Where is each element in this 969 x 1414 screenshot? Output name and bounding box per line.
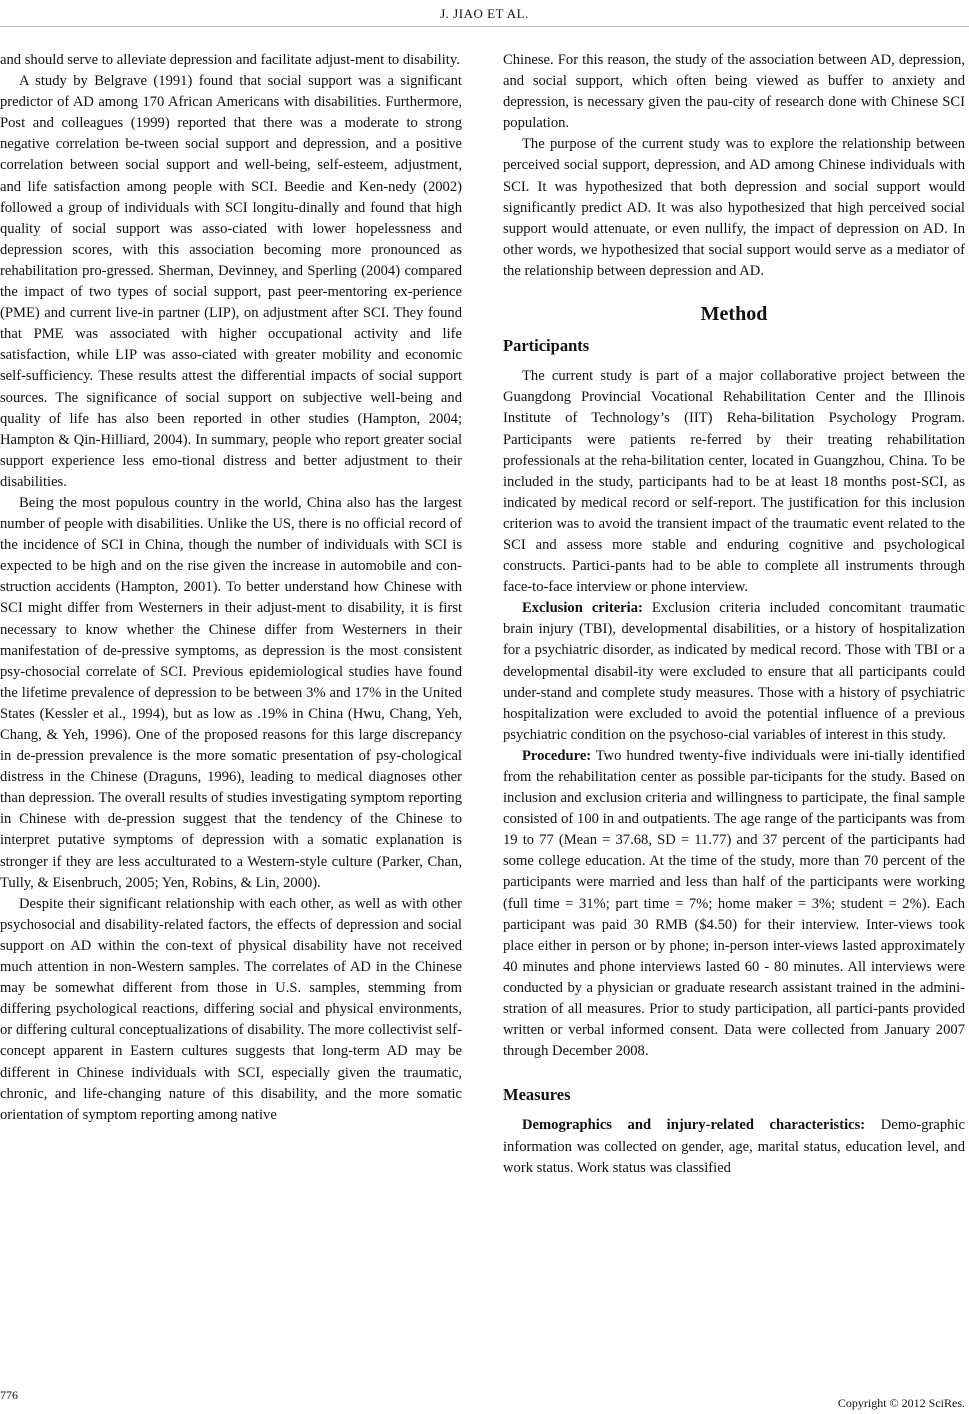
- section-heading-method: Method: [700, 303, 768, 326]
- runin-demographics: Demographics and injury-related characteristics:: [522, 1117, 866, 1134]
- exclusion-criteria-text: Exclusion criteria included concomitant traumatic brain injury (TBI), developmental disabilities, or a history of hospitalization for a psychiatric disorder, as indicated by medical record. Those with TBI or a developmental disabil-ity were excluded to ensure that all participants could under-stand and complete study measures. Those with a history of psychiatric hospitalization were excluded to avoid the potential influence of a previous psychiatric condition on the psychoso-cial variables of interest in this study.: [503, 600, 965, 743]
- paragraph-demographics: [503, 1115, 965, 1178]
- runin-procedure: Procedure:: [522, 747, 592, 764]
- paragraph-study-purpose: The purpose of the current study was to explore the relationship between perceived social support, depression, and AD among Chinese individuals with SCI. It was hypothesized that both depression and social support would significantly predict AD. It was also hypothesized that high perceived social support would attenuate, or even nullify, the impact of depression on AD. In other words, we hypothesized that social support would serve as a mediator of the relationship between depression and AD.: [503, 136, 965, 279]
- paragraph-continued: and should serve to alleviate depression and facilitate adjust-ment to disability.: [0, 52, 460, 68]
- running-head: J. JIAO ET AL.: [440, 6, 529, 21]
- demographics-text: Demo-graphic information was collected on gender, age, marital status, education level, and work status. Work status was classified: [503, 1117, 965, 1176]
- procedure-text: Two hundred twenty-five individuals were ini-tially identified from the rehabilitation center as possible par-ticipants for the study. Based on inclusion and exclusion criteria and willingness to participate, the final sample consisted of 100 in and outpatients. The age range of the participants was from 19 to 77 (Mean = 37.68, SD = 11.77) and 37 percent of the participants had some college education. At the time of the study, more than 70 percent of the participants were married and less than half of the participants were working (full time = 31%; part time = 7%; home maker = 3%; student = 2%). Each participant was paid 30 RMB ($4.50) for their interview. Inter-views took place either in person or by phone; in-person inter-views lasted approximately 40 minutes and phone interviews lasted 60 - 80 minutes. All interviews were conducted by a physician or graduate research assistant trained in the admini-stration of all measures. Prior to study participation, all partici-pants provided written or verbal informed consent. Data were collected from January 2007 through December 2008.: [503, 747, 965, 1060]
- left-column: [0, 50, 462, 1126]
- paragraph-participants: The current study is part of a major collaborative project between the Guangdong Provincial Vocational Rehabilitation Center and the Illinois Institute of Technology’s (IIT) Reha-bilitation Psychology Program. Participants were patients re-ferred by their treating rehabilitation professionals at the reha-bilitation center, located in Guangzhou, China. To be included in the study, participants had to be at least 18 months post-SCI, as indicated by medical record or self-report. The justification for this inclusion criterion was to avoid the transient impact of the traumatic event related to the SCI and assess more stable and enduring cognitive and psychological constructs. Partici-pants had to be able to complete all instruments through face-to-face interview or phone interview.: [503, 368, 965, 596]
- paragraph-exclusion-criteria: [503, 598, 965, 746]
- runin-exclusion-criteria: Exclusion criteria:: [522, 600, 643, 617]
- paragraph-non-western-samples: Despite their significant relationship with each other, as well as with other psychosocial and disability-related factors, the effects of depression and social support on AD within the con-text of physical disability have not received much attention in non-Western samples. The correlates of AD in the Chinese may be somewhat different from those in U.S. samples, stemming from differing psychological reactions, differing social and physical environments, or differing cultural conceptualizations of disability. The more collectivist self-concept apparent in Eastern cultures suggests that long-term AD may be different in Chinese individuals with SCI, especially given the traumatic, chronic, and life-changing nature of this disability, and the more somatic orientation of symptom reporting among native: [0, 895, 462, 1123]
- subsection-heading-participants: Participants: [503, 336, 590, 356]
- page-number: 776: [0, 1388, 18, 1402]
- paragraph-continued-right: Chinese. For this reason, the study of the association between AD, depression, and social support, which often being viewed as buffer to anxiety and depression, is necessary given the pau-city of research done with Chinese SCI population.: [503, 52, 965, 132]
- header-rule: [0, 26, 969, 27]
- paragraph-procedure: [503, 746, 965, 1062]
- paragraph-social-support-studies: A study by Belgrave (1991) found that social support was a significant predictor of AD among 170 African Americans with disabilities. Furthermore, Post and colleagues (1999) reported that there was a moderate to strong negative correlation be-tween social support and depression, and a positive correlation between social support and well-being, self-esteem, adjustment, and life satisfaction among people with SCI. Beedie and Ken-nedy (2002) followed a group of individuals with SCI longitu-dinally and found that high quality of social support was asso-ciated with lower hopelessness and depression scores, with this association becoming more pronounced as rehabilitation pro-gressed. Sherman, Devinney, and Sperling (2004) compared the impact of two types of social support, past peer-mentoring ex-perience (PME) and current live-in partner (LIP), on adjustment after SCI. They found that PME was associated with higher occupational activity and life satisfaction, while LIP was asso-ciated with greater mobility and economic self-sufficiency. These results attest the differential impacts of social support sources. The significance of social support on subjective well-being and quality of life has also been reported in other studies (Hampton, 2004; Hampton & Qin-Hilliard, 2004). In summary, people who report greater social support experience less emo-tional distress and better adjustment to their disabilities.: [0, 73, 462, 490]
- copyright-notice: Copyright © 2012 SciRes.: [837, 1396, 965, 1410]
- subsection-heading-measures: Measures: [503, 1085, 571, 1105]
- paragraph-china-depression: Being the most populous country in the world, China also has the largest number of people with disabilities. Unlike the US, there is no official record of the incidence of SCI in China, though the number of individuals with SCI is expected to be high and on the rise given the increase in automobile and con-struction accidents (Hampton, 2001). To better understand how Chinese with SCI might differ from Westerners in their adjust-ment to disability, it is first necessary to know whether the Chinese differ from Westerners in their manifestation of de-pressive symptoms, as depression is the most consistent psy-chosocial correlate of SCI. Previous epidemiological studies have found the lifetime prevalence of depression to be between 3% and 17% in the United States (Kessler et al., 1994), but as low as .19% in China (Hwu, Chang, Yeh, Chang, & Yeh, 1996). One of the proposed reasons for this large discrepancy in de-pression prevalence is the more somatic presentation of psy-chological distress in the Chinese (Draguns, 1996), leading to medical diagnoses other than depression. The overall results of studies investigating symptom reporting in Chinese with de-pression suggest that the tendency of the Chinese to interpret putative symptoms of depression with a somatic explanation is stronger if they are less acculturated to a Western-style culture (Parker, Chan, Tully, & Eisenbruch, 2005; Yen, Robins, & Lin, 2000).: [0, 494, 462, 891]
- right-column: [503, 50, 965, 1179]
